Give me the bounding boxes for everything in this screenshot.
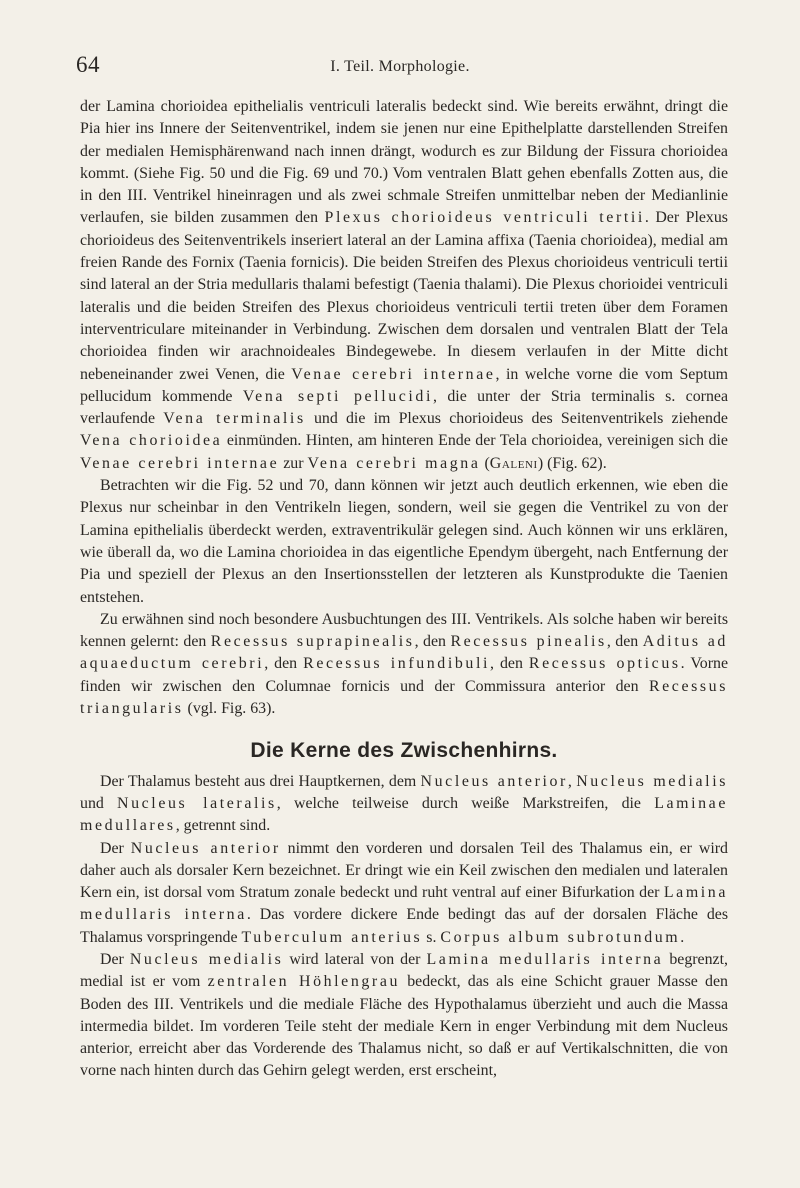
- text-run: der Lamina chorioidea epithelialis ventriculi lateralis bedeckt sind. Wie bereits erwähnt, dringt die Pia hier ins Innere der Seitenventrikel, indem sie jenen nur eine Epithelplatte darstellenden Streifen der medialen Hemisphärenwand nach innen drängt, wodurch es zur Bildung der Fissura chorioidea kommt. (Siehe Fig. 50 und die Fig. 69 und 70.) Vom ventralen Blatt gehen ebenfalls Zotten aus, die in den III. Ventrikel hineinragen und als zwei schmale Streifen unmittelbar neben der Medianlinie verlaufen, sie bilden zusammen den: [80, 98, 728, 227]
- text-run: , getrennt sind.: [175, 817, 271, 835]
- spaced-term: Aditus ad aquaeductum cerebri: [80, 633, 728, 673]
- paragraph-recessus: [80, 609, 728, 720]
- spaced-term: Recessus triangularis: [80, 677, 728, 718]
- running-title: I. Teil. Morphologie.: [330, 58, 470, 75]
- spaced-term: Vena septi pellucidi: [242, 387, 433, 405]
- text-run: , in welche vorne die vom Septum pellucidum kommende: [80, 365, 728, 405]
- text-run: , den: [606, 633, 643, 651]
- text-run: ) (Fig. 62).: [537, 454, 607, 472]
- text-run: , welche teilweise durch weiße Markstreifen, die: [276, 794, 655, 812]
- text-run: Der: [100, 839, 131, 857]
- spaced-term: Recessus opticus: [528, 655, 681, 673]
- section-heading: Die Kerne des Zwischenhirns.: [250, 739, 558, 763]
- text-run: und: [80, 794, 118, 812]
- paragraph-nucleus-anterior: [80, 838, 728, 949]
- spaced-term: Laminae medullares: [80, 794, 728, 835]
- text-run: , den: [490, 655, 529, 673]
- text-run: nimmt den vorderen und dorsalen Teil des Thalamus ein, er wird daher auch als dorsaler Kern bezeichnet. Er dringt wie ein Keil zwischen den medialen und lateralen Kern ein, ist dorsal vom Stratum zonale bedeckt und ruht ventral auf einer Bifurkation der: [80, 839, 729, 902]
- spaced-term: Recessus pinealis: [450, 633, 607, 651]
- spaced-term: Tuberculum anterius: [241, 928, 423, 946]
- spaced-term: Nucleus anterior: [130, 839, 281, 857]
- text-run: bedeckt, das als eine Schicht grauer Masse den Boden des III. Ventrikels und die mediale Fläche des Hypothalamus überzieht und auch die Massa intermedia bildet. Im vorderen Teile steht der mediale Kern in enger Verbindung mit dem Nucleus anterior, erreicht aber das Vorderende des Thalamus nicht, so daß er auf Vertikalschnitten, die von vorne nach hinten durch das Gehirn gelegt werden, erst erscheint,: [80, 973, 728, 1080]
- text-run: (: [480, 454, 490, 472]
- paragraph-plexus-extraventricular: Betrachten wir die Fig. 52 und 70, dann können wir jetzt auch deutlich erkennen, wie eben die Plexus nur scheinbar in den Ventrikeln liegen, sondern, weil sie gegen die Ventrikel zu von der Lamina epithelialis überdeckt werden, extraventrikulär gelegen sind. Auch können wir uns erklären, wie überall da, wo die Lamina chorioidea in das eigentliche Ependym übergeht, nach Entfernung der Pia und speziell der Plexus an den Insertionsstellen der letzteren als Kunstprodukte die Taenien entstehen.: [80, 477, 728, 606]
- text-run: . Das vordere dickere Ende bedingt das auf der dorsalen Fläche des Thalamus vorspringende: [80, 906, 729, 946]
- text-run: , den: [414, 633, 451, 651]
- text-run: s.: [422, 928, 441, 946]
- text-run: (vgl. Fig. 63).: [183, 700, 276, 718]
- spaced-term: Recessus infundibuli: [303, 655, 490, 673]
- spaced-term: zentralen Höhlengrau: [207, 973, 401, 991]
- page-number: 64: [76, 52, 100, 77]
- text-run: und die im Plexus chorioideus des Seitenventrikels ziehende: [305, 410, 728, 428]
- spaced-term: Lamina medullaris interna: [426, 950, 664, 968]
- spaced-term: Corpus album subrotundum: [440, 928, 681, 946]
- spaced-term: Lamina medullaris interna: [80, 884, 728, 924]
- spaced-term: Nucleus lateralis: [117, 794, 277, 812]
- spaced-term: Vena terminalis: [163, 410, 306, 428]
- spaced-term: Vena cerebri magna: [307, 454, 481, 472]
- text-run: , den: [264, 655, 304, 673]
- spaced-term: Venae cerebri internae: [291, 365, 496, 383]
- text-run: Der: [100, 950, 130, 968]
- text-run: ,: [567, 772, 577, 790]
- text-run: zur: [279, 454, 308, 472]
- spaced-term: Nucleus medialis: [576, 772, 728, 790]
- text-run: . Vorne finden wir zwischen den Columnae fornicis und der Commissura anterior den: [80, 655, 728, 695]
- spaced-term: Plexus chorioideus ventriculi tertii: [324, 209, 645, 227]
- page-body: [80, 96, 728, 1083]
- text-run: einmünden. Hinten, am hinteren Ende der Tela chorioidea, vereinigen sich die: [222, 432, 728, 450]
- paragraph-plexus-chorioideus: [80, 96, 728, 475]
- spaced-term: Venae cerebri internae: [80, 454, 280, 472]
- spaced-term: Nucleus anterior: [420, 772, 568, 790]
- text-run: . Der Plexus chorioideus des Seitenventrikels inseriert lateral an der Lamina affixa (Taenia chorioidea), medial am freien Rande des Fornix (Taenia fornicis). Die beiden Streifen des Plexus chorioideus ventriculi tertii sind lateral an der Stria medullaris thalami befestigt (Taenia thalami). Die Plexus chorioidei ventriculi lateralis und die beiden Streifen des Plexus chorioideus ventriculi tertii treten über dem Foramen interventriculare miteinander in Verbindung. Zwischen dem dorsalen und ventralen Blatt der Tela chorioidea finden wir arachnoideales Bindegewebe. In diesem verlaufen in der Mitte dicht nebeneinander zwei Venen, die: [80, 209, 728, 383]
- page-header: [0, 50, 800, 80]
- paragraph-nucleus-medialis: [80, 949, 728, 1083]
- author-name: Galeni: [489, 454, 538, 472]
- text-run: begrenzt, medial ist er vom: [80, 950, 729, 991]
- spaced-term: Nucleus medialis: [129, 950, 284, 968]
- text-run: Der Thalamus besteht aus drei Hauptkernen, dem: [100, 772, 421, 790]
- text-run: .: [680, 928, 685, 946]
- text-run: Zu erwähnen sind noch besondere Ausbuchtungen des III. Ventrikels. Als solche haben wir bereits kennen gelernt: den: [80, 610, 728, 651]
- text-run: wird lateral von der: [283, 950, 427, 968]
- spaced-term: Recessus suprapinealis: [210, 633, 415, 651]
- paragraph-thalamus-kerne: [80, 771, 728, 838]
- spaced-term: Vena chorioidea: [80, 432, 223, 450]
- text-run: , die unter der Stria terminalis s. cornea verlaufende: [80, 387, 729, 428]
